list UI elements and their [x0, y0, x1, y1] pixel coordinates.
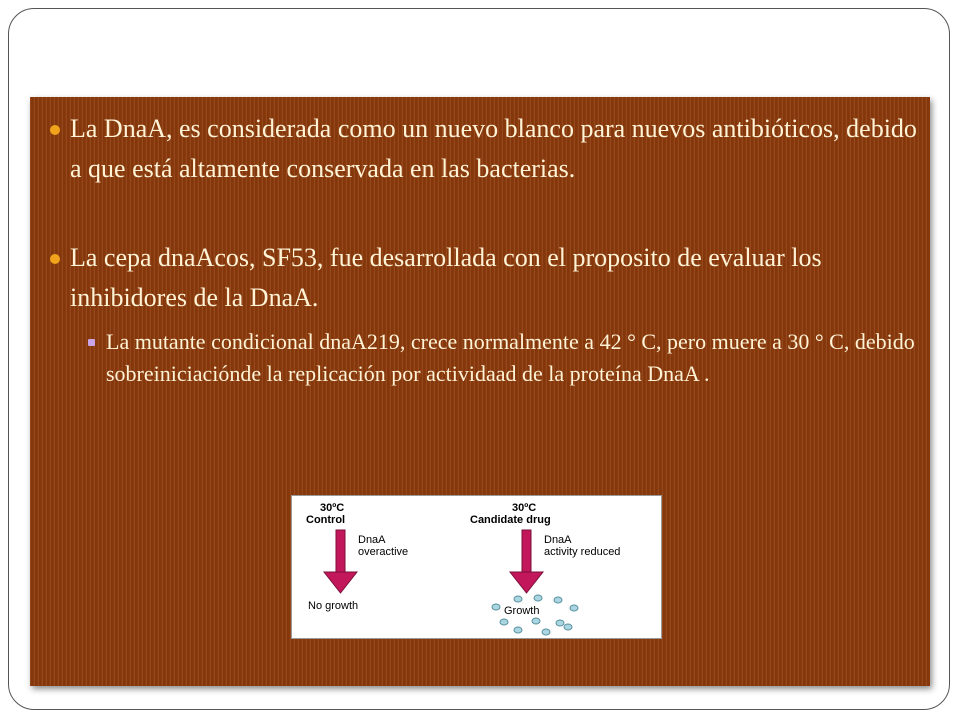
bullet-item	[70, 238, 920, 318]
down-arrow-icon	[324, 530, 357, 593]
down-arrow-icon	[510, 530, 543, 593]
colony-icon	[556, 620, 564, 626]
colony-icon	[570, 605, 578, 611]
figure-left-note-1: DnaA	[358, 534, 386, 546]
content-panel	[30, 97, 930, 686]
bullet-text: La DnaA, es considerada como un nuevo blanco para nuevos antibióticos, debido a que está altamente conservada en las bacterias.	[70, 114, 917, 183]
sub-bullet-square-icon	[88, 339, 95, 346]
colonies	[492, 595, 578, 635]
colony-icon	[542, 629, 550, 635]
figure-left-note-2: overactive	[358, 546, 409, 558]
colony-icon	[492, 604, 500, 610]
colony-icon	[534, 595, 542, 601]
colony-icon	[564, 624, 572, 630]
colony-icon	[500, 619, 508, 625]
colony-icon	[532, 618, 540, 624]
figure-graphics	[292, 496, 661, 638]
bullet-text: La cepa dnaAcos, SF53, fue desarrollada con el proposito de evaluar los inhibidores de la DnaA.	[70, 243, 822, 312]
figure-left-result: No growth	[308, 600, 359, 612]
experiment-figure	[291, 495, 662, 639]
bullet-item	[70, 109, 920, 189]
figure-right-label: Candidate drug	[470, 514, 551, 526]
bullet-dot-icon	[50, 254, 60, 264]
figure-right-note-2: activity reduced	[544, 546, 621, 558]
sub-bullet-text: La mutante condicional dnaA219, crece normalmente a 42 ° C, pero muere a 30 ° C, debido sobreiniciaciónde la replicación por actividaad de la proteína DnaA .	[106, 329, 915, 386]
figure-left-label: Control	[306, 514, 346, 526]
sub-bullet-item	[106, 326, 916, 390]
colony-icon	[514, 596, 522, 602]
figure-right-temp: 30ºC	[512, 502, 537, 514]
colony-icon	[514, 627, 522, 633]
colony-icon	[554, 597, 562, 603]
figure-right-result: Growth	[504, 605, 540, 617]
figure-left-temp: 30ºC	[320, 502, 345, 514]
figure-right-note-1: DnaA	[544, 534, 572, 546]
bullet-dot-icon	[50, 125, 60, 135]
